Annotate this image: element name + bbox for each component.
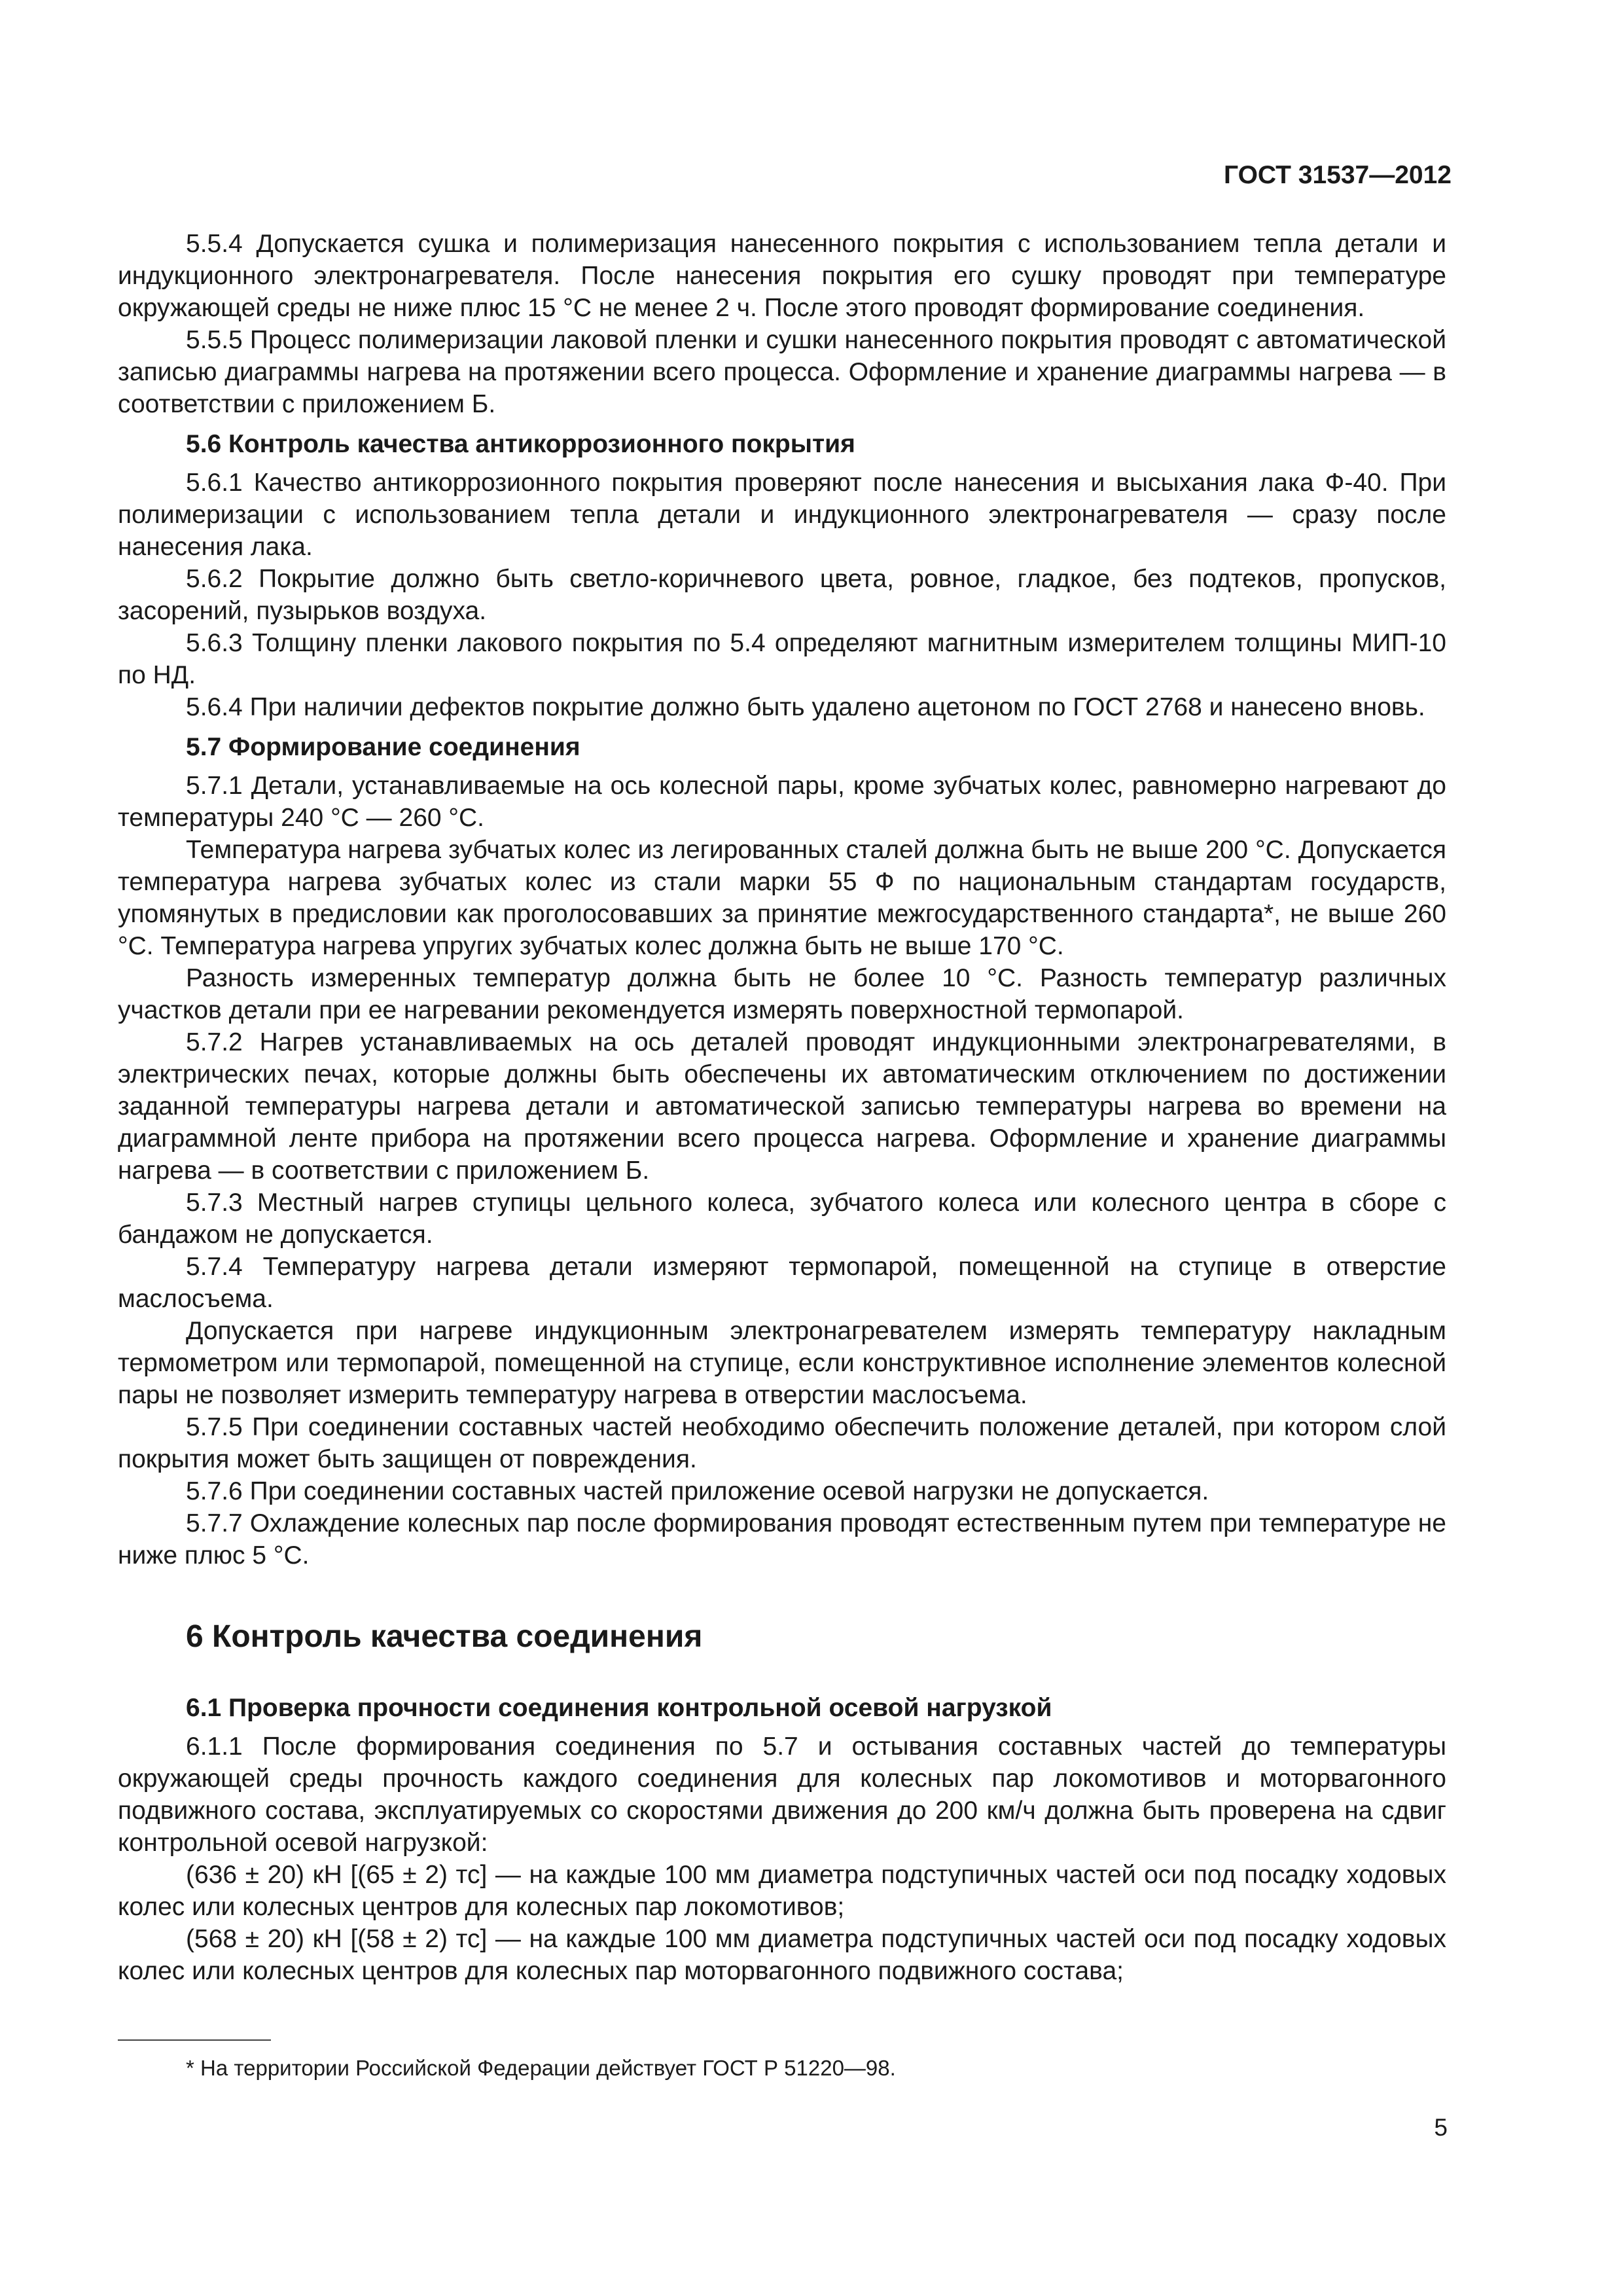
- paragraph: 5.6.4 При наличии дефектов покрытие должно быть удалено ацетоном по ГОСТ 2768 и нанесено вновь.: [186, 693, 1425, 721]
- paragraph: 5.7.1 Детали, устанавливаемые на ось колесной пары, кроме зубчатых колес, равномерно нагревают до температуры 240 °С — 260 °С.: [118, 772, 1446, 832]
- subsection-heading: 5.7 Формирование соединения: [186, 733, 580, 761]
- paragraph: Разность измеренных температур должна быть не более 10 °С. Разность температур различных участков детали при ее нагревании рекомендуется измерять поверхностной термопарой.: [118, 964, 1446, 1024]
- paragraph: Допускается при нагреве индукционным электронагревателем измерять температуру накладным термометром или термопарой, помещенной на ступице, если конструктивное исполнение элементов колесной пары не позволяет измерить температуру нагрева в отверстии маслосъема.: [118, 1317, 1446, 1409]
- paragraph: 5.7.2 Нагрев устанавливаемых на ось деталей проводят индукционными электронагревателями, в электрических печах, которые должны быть обеспечены их автоматическим отключением по достижении заданной температуры нагрева детали и автоматической записью температуры нагрева во времени на диаграммной ленте прибора на протяжении всего процесса нагрева. Оформление и хранение диаграммы нагрева — в соответствии с приложением Б.: [118, 1028, 1446, 1185]
- subsection-heading: 5.6 Контроль качества антикоррозионного покрытия: [186, 430, 855, 458]
- paragraph: 5.7.5 При соединении составных частей необходимо обеспечить положение деталей, при котором слой покрытия может быть защищен от повреждения.: [118, 1413, 1446, 1473]
- paragraph: 5.7.3 Местный нагрев ступицы цельного колеса, зубчатого колеса или колесного центра в сборе с бандажом не допускается.: [118, 1189, 1446, 1249]
- page-number: 5: [1434, 2114, 1448, 2141]
- document-body: [118, 228, 1446, 1987]
- subsection-heading: 6.1 Проверка прочности соединения контрольной осевой нагрузкой: [186, 1694, 1052, 1722]
- paragraph: 5.7.7 Охлаждение колесных пар после формирования проводят естественным путем при температуре не ниже плюс 5 °С.: [118, 1509, 1446, 1570]
- paragraph: (636 ± 20) кН [(65 ± 2) тс] — на каждые 100 мм диаметра подступичных частей оси под посадку ходовых колес или колесных центров для колесных пар локомотивов;: [118, 1861, 1446, 1921]
- footnote: * На территории Российской Федерации действует ГОСТ Р 51220—98.: [186, 2056, 896, 2080]
- paragraph: 5.7.6 При соединении составных частей приложение осевой нагрузки не допускается.: [186, 1477, 1209, 1505]
- paragraph: (568 ± 20) кН [(58 ± 2) тс] — на каждые 100 мм диаметра подступичных частей оси под посадку ходовых колес или колесных центров для колесных пар моторвагонного подвижного состава;: [118, 1925, 1446, 1985]
- paragraph: 5.6.3 Толщину пленки лакового покрытия по 5.4 определяют магнитным измерителем толщины МИП-10 по НД.: [118, 629, 1446, 689]
- section-heading: 6 Контроль качества соединения: [186, 1619, 703, 1654]
- footnote-divider: [118, 2039, 271, 2041]
- paragraph: 5.7.4 Температуру нагрева детали измеряют термопарой, помещенной на ступице в отверстие маслосъема.: [118, 1253, 1446, 1313]
- paragraph: 6.1.1 После формирования соединения по 5.7 и остывания составных частей до температуры окружающей среды прочность каждого соединения для колесных пар локомотивов и моторвагонного подвижного состава, эксплуатируемых со скоростями движения до 200 км/ч должна быть проверена на сдвиг контрольной осевой нагрузкой:: [118, 1732, 1446, 1857]
- paragraph: 5.6.2 Покрытие должно быть светло-коричневого цвета, ровное, гладкое, без подтеков, пропусков, засорений, пузырьков воздуха.: [118, 565, 1446, 625]
- paragraph: 5.6.1 Качество антикоррозионного покрытия проверяют после нанесения и высыхания лака Ф-40. При полимеризации с использованием тепла детали и индукционного электронагревателя — сразу после нанесения лака.: [118, 469, 1446, 561]
- paragraph: 5.5.4 Допускается сушка и полимеризация нанесенного покрытия с использованием тепла детали и индукционного электронагревателя. После нанесения покрытия его сушку проводят при температуре окружающей среды не ниже плюс 15 °С не менее 2 ч. После этого проводят формирование соединения.: [118, 230, 1446, 322]
- paragraph: Температура нагрева зубчатых колес из легированных сталей должна быть не выше 200 °С. Допускается температура нагрева зубчатых колес из стали марки 55 Ф по национальным стандартам государств, упомянутых в предисловии как проголосовавших за принятие межгосударственного стандарта*, не выше 260 °С. Температура нагрева упругих зубчатых колес должна быть не выше 170 °С.: [118, 836, 1446, 960]
- paragraph: 5.5.5 Процесс полимеризации лаковой пленки и сушки нанесенного покрытия проводят с автоматической записью диаграммы нагрева на протяжении всего процесса. Оформление и хранение диаграммы нагрева — в соответствии с приложением Б.: [118, 326, 1446, 418]
- document-code: ГОСТ 31537—2012: [1224, 161, 1452, 189]
